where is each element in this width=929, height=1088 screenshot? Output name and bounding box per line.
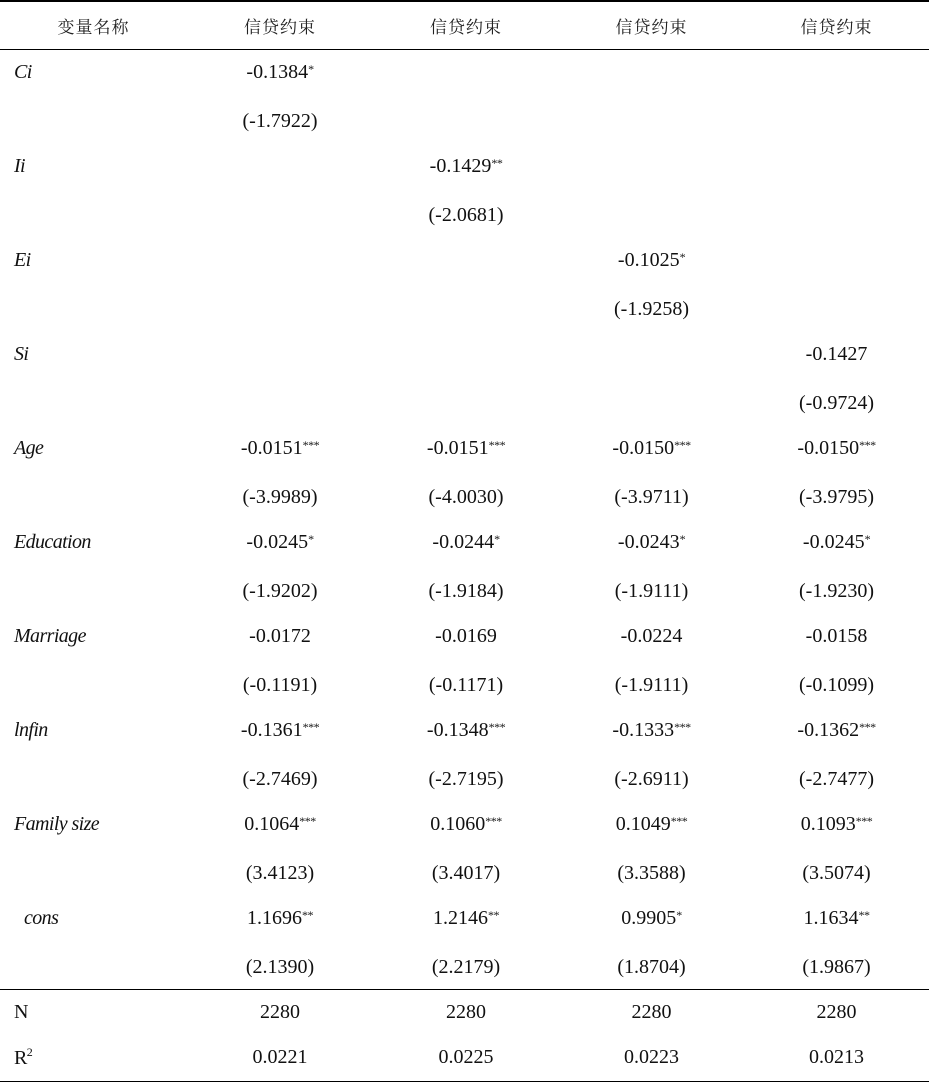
coefficient-cell <box>187 143 373 190</box>
significance-stars: *** <box>299 814 316 828</box>
empty-cell <box>0 472 187 519</box>
coefficient-value: -0.1361 <box>240 719 303 741</box>
t-statistic-cell: (-1.9258) <box>614 298 689 320</box>
significance-stars: *** <box>674 720 691 734</box>
coefficient-cell <box>744 801 929 848</box>
table-row <box>0 660 929 707</box>
variable-label: Si <box>14 343 29 365</box>
coefficient-value: 1.1634 <box>803 907 859 929</box>
t-statistic-cell: (-1.9111) <box>614 580 689 602</box>
table-row <box>0 378 929 425</box>
empty-cell <box>0 848 187 895</box>
empty-cell <box>0 190 187 237</box>
significance-stars: * <box>679 250 686 264</box>
coefficient-cell <box>373 707 559 754</box>
coefficient-cell <box>744 49 929 96</box>
t-statistic-cell: (3.4123) <box>245 862 315 884</box>
coefficient-value: -0.0243 <box>617 531 680 553</box>
coefficient-value: -0.1025 <box>617 249 680 271</box>
table-row <box>0 942 929 989</box>
coefficient-cell <box>744 519 929 566</box>
table-row <box>0 801 929 848</box>
table-row <box>0 96 929 143</box>
coefficient-value: -0.0151 <box>426 437 489 459</box>
coefficient-value: 1.1696 <box>247 907 302 929</box>
significance-stars: ** <box>858 908 870 922</box>
coefficient-cell <box>559 613 744 660</box>
stat-label <box>0 1035 187 1081</box>
coefficient-value: 1.2146 <box>433 907 488 929</box>
significance-stars: *** <box>855 814 873 828</box>
t-statistic-cell: (-4.0030) <box>428 486 504 508</box>
coefficient-cell <box>559 49 744 96</box>
significance-stars: *** <box>488 720 506 734</box>
table-row <box>0 613 929 660</box>
coefficient-cell <box>744 331 929 378</box>
coefficient-value: 0.1064 <box>244 813 300 835</box>
t-statistic-cell <box>187 378 373 425</box>
table-row <box>0 848 929 895</box>
coefficient-value: -0.0150 <box>797 437 860 459</box>
coefficient-value: 0.1060 <box>430 813 486 835</box>
coefficient-cell <box>187 49 373 96</box>
header-model-4: 信贷约束 <box>744 1 929 49</box>
coefficient-cell <box>373 425 559 472</box>
coefficient-cell <box>559 895 744 942</box>
table-row <box>0 284 929 331</box>
coefficient-cell <box>187 331 373 378</box>
coefficient-cell <box>187 425 373 472</box>
empty-cell <box>0 566 187 613</box>
t-statistic-cell <box>744 96 929 143</box>
t-statistic-cell: (-2.6911) <box>614 768 689 790</box>
variable-label: Ei <box>14 249 31 271</box>
significance-stars: ** <box>488 908 499 922</box>
t-statistic-cell: (1.8704) <box>559 942 744 989</box>
coefficient-cell <box>559 331 744 378</box>
coefficient-cell <box>744 237 929 284</box>
significance-stars: ** <box>491 156 503 170</box>
coefficient-cell <box>373 613 559 660</box>
coefficient-value: -0.1427 <box>805 343 868 365</box>
t-statistic-cell: (-2.7477) <box>799 768 874 790</box>
variable-label: Ci <box>14 61 32 84</box>
coefficient-value: -0.0158 <box>805 625 868 647</box>
header-model-3: 信贷约束 <box>559 1 744 49</box>
coefficient-value: -0.0172 <box>249 625 311 647</box>
coefficient-cell <box>744 425 929 472</box>
t-statistic-cell: (-0.1171) <box>428 674 504 696</box>
significance-stars: *** <box>859 720 876 734</box>
t-statistic-cell: (-1.7922) <box>242 110 318 132</box>
stat-value: 2280 <box>631 1000 672 1023</box>
coefficient-cell <box>744 707 929 754</box>
table-stats <box>0 989 929 1081</box>
variable-label: Education <box>14 531 91 553</box>
coefficient-value: -0.0224 <box>620 625 683 647</box>
coefficient-value: 0.9905 <box>621 907 677 929</box>
coefficient-value: -0.1348 <box>426 719 489 741</box>
t-statistic-cell: (-1.9111) <box>614 674 689 696</box>
table-row <box>0 425 929 472</box>
stat-value: 0.0225 <box>373 1035 559 1081</box>
t-statistic-cell: (-3.9711) <box>614 486 689 508</box>
significance-stars: ** <box>302 908 313 922</box>
t-statistic-cell <box>744 190 929 237</box>
stat-label <box>0 989 187 1035</box>
coefficient-cell <box>559 237 744 284</box>
variable-label: Ii <box>14 155 26 177</box>
coefficient-value: -0.0151 <box>240 437 303 459</box>
header-model-1: 信贷约束 <box>187 1 373 49</box>
t-statistic-cell <box>373 378 559 425</box>
t-statistic-cell: (-0.1099) <box>799 674 874 696</box>
stat-value: 2280 <box>816 1000 857 1023</box>
coefficient-value: 0.1093 <box>800 813 856 835</box>
empty-cell <box>0 284 187 331</box>
coefficient-value: 0.1049 <box>615 813 671 835</box>
significance-stars: *** <box>302 720 320 734</box>
coefficient-cell <box>373 895 559 942</box>
table-header <box>0 1 929 49</box>
coefficient-value: -0.0244 <box>432 531 495 553</box>
t-statistic-cell: (-1.9184) <box>428 580 504 602</box>
significance-stars: * <box>679 532 686 546</box>
table-row <box>0 190 929 237</box>
t-statistic-cell <box>559 190 744 237</box>
table-row <box>0 566 929 613</box>
variable-label: Marriage <box>14 625 86 647</box>
table-row <box>0 331 929 378</box>
significance-stars: *** <box>859 438 876 452</box>
t-statistic-cell <box>744 284 929 331</box>
header-row <box>0 1 929 49</box>
table-row <box>0 237 929 284</box>
t-statistic-cell: (-0.9724) <box>799 392 874 414</box>
t-statistic-cell: (3.5074) <box>802 862 871 884</box>
variable-label: Age <box>14 437 44 459</box>
table-row <box>0 707 929 754</box>
coefficient-cell <box>187 801 373 848</box>
coefficient-cell <box>187 895 373 942</box>
empty-cell <box>0 942 187 989</box>
t-statistic-cell: (3.4017) <box>431 862 501 884</box>
coefficient-cell <box>559 425 744 472</box>
empty-cell <box>0 754 187 801</box>
coefficient-value: -0.0169 <box>435 625 497 647</box>
stat-value: 2280 <box>446 1000 486 1023</box>
significance-stars: * <box>494 532 500 546</box>
significance-stars: *** <box>674 438 691 452</box>
coefficient-value: -0.1362 <box>797 719 860 741</box>
significance-stars: * <box>676 908 682 922</box>
stat-value: 0.0223 <box>559 1035 744 1081</box>
significance-stars: *** <box>488 438 506 452</box>
coefficient-cell <box>373 143 559 190</box>
significance-stars: *** <box>302 438 320 452</box>
coefficient-cell <box>187 613 373 660</box>
table-row <box>0 895 929 942</box>
t-statistic-cell: (-3.9989) <box>242 486 318 508</box>
stat-label-text: N <box>14 1000 28 1023</box>
variable-label: Family size <box>14 813 100 835</box>
coefficient-value: -0.1429 <box>429 155 492 177</box>
table-row <box>0 519 929 566</box>
stats-row <box>0 1035 929 1081</box>
coefficient-cell <box>187 237 373 284</box>
t-statistic-cell: (-2.7195) <box>428 768 504 790</box>
t-statistic-cell <box>373 284 559 331</box>
t-statistic-cell: (1.9867) <box>744 942 929 989</box>
t-statistic-cell: (3.3588) <box>617 862 686 884</box>
table-body <box>0 49 929 989</box>
coefficient-cell <box>187 519 373 566</box>
t-statistic-cell <box>559 96 744 143</box>
t-statistic-cell: (-0.1191) <box>242 674 318 696</box>
header-model-2: 信贷约束 <box>373 1 559 49</box>
empty-cell <box>0 378 187 425</box>
coefficient-cell <box>559 801 744 848</box>
t-statistic-cell <box>373 96 559 143</box>
stat-value: 0.0221 <box>187 1035 373 1081</box>
stat-value: 0.0213 <box>744 1035 929 1081</box>
coefficient-cell <box>744 895 929 942</box>
coefficient-cell <box>373 237 559 284</box>
coefficient-value: -0.1384 <box>246 61 309 84</box>
coefficient-cell <box>559 519 744 566</box>
coefficient-cell <box>559 707 744 754</box>
stat-label-text: R <box>14 1047 27 1070</box>
significance-stars: * <box>308 62 314 77</box>
empty-cell <box>0 96 187 143</box>
significance-stars: * <box>864 532 871 546</box>
coefficient-cell <box>187 707 373 754</box>
coefficient-value: -0.0245 <box>246 531 309 553</box>
significance-stars: *** <box>485 814 502 828</box>
significance-stars: * <box>308 532 314 546</box>
t-statistic-cell: (2.2179) <box>373 942 559 989</box>
header-variable-name: 变量名称 <box>0 1 187 49</box>
stat-value: 2280 <box>260 1000 300 1023</box>
variable-label: lnfin <box>14 719 48 741</box>
table-row <box>0 472 929 519</box>
t-statistic-cell: (2.1390) <box>187 942 373 989</box>
coefficient-cell <box>373 801 559 848</box>
t-statistic-cell <box>187 284 373 331</box>
table-row <box>0 49 929 96</box>
significance-stars: *** <box>670 814 688 828</box>
t-statistic-cell: (-1.9230) <box>799 580 874 602</box>
t-statistic-cell: (-1.9202) <box>242 580 318 602</box>
coefficient-cell <box>744 613 929 660</box>
coefficient-value: -0.0245 <box>802 531 865 553</box>
stat-label-superscript: 2 <box>26 1045 33 1060</box>
coefficient-cell <box>373 519 559 566</box>
table-row <box>0 143 929 190</box>
stats-row <box>0 989 929 1035</box>
coefficient-cell <box>373 49 559 96</box>
coefficient-cell <box>744 143 929 190</box>
variable-label: cons <box>24 907 59 929</box>
coefficient-cell <box>373 331 559 378</box>
t-statistic-cell <box>187 190 373 237</box>
t-statistic-cell: (-2.7469) <box>242 768 318 790</box>
t-statistic-cell <box>559 378 744 425</box>
empty-cell <box>0 660 187 707</box>
coefficient-cell <box>559 143 744 190</box>
t-statistic-cell: (-3.9795) <box>799 486 874 508</box>
t-statistic-cell: (-2.0681) <box>428 204 504 226</box>
coefficient-value: -0.0150 <box>612 437 675 459</box>
table-row <box>0 754 929 801</box>
coefficient-value: -0.1333 <box>612 719 675 741</box>
